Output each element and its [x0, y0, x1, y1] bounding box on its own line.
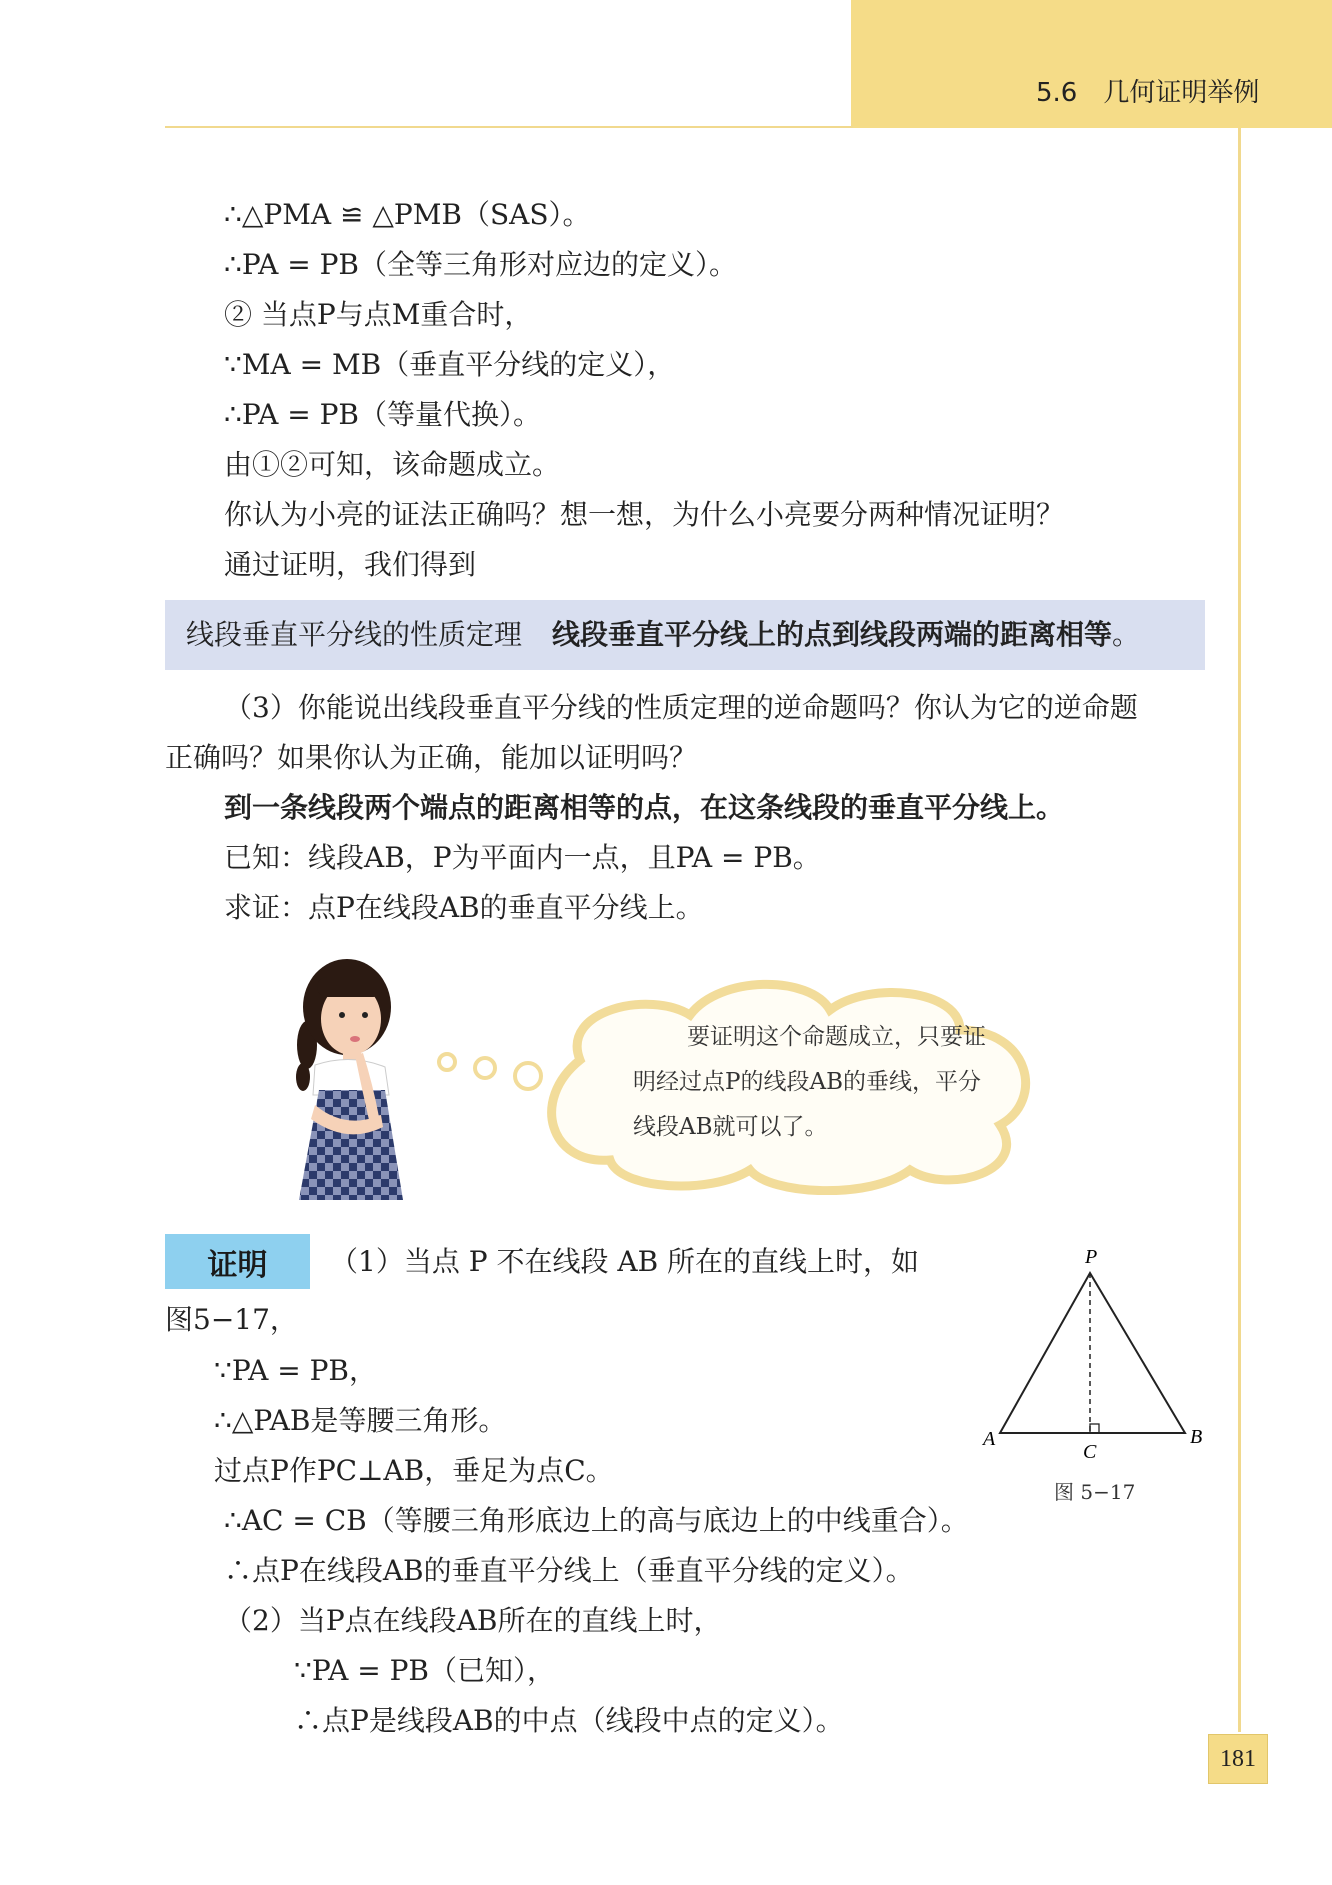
section-title: 5.6 几何证明举例 [1036, 78, 1260, 108]
proof-step: ∴点P是线段AB的中点（线段中点的定义）。 [294, 1704, 844, 1737]
figure-caption: 图 5−17 [1054, 1480, 1136, 1504]
question-line-2: 正确吗？如果你认为正确，能加以证明吗？ [165, 741, 698, 774]
text-line: 由①②可知，该命题成立。 [224, 448, 561, 481]
proof-step: ∵PA = PB（已知）， [294, 1654, 555, 1687]
proof-step: ∵PA = PB， [214, 1354, 377, 1387]
prove-line: 求证：点P在线段AB的垂直平分线上。 [224, 891, 704, 924]
text-line: 你认为小亮的证法正确吗？想一想，为什么小亮要分两种情况证明？ [224, 498, 1065, 531]
proof-step: ∴AC = CB（等腰三角形底边上的高与底边上的中线重合）。 [224, 1504, 969, 1537]
text-line: 通过证明，我们得到 [224, 548, 477, 581]
proof-step: ∴点P在线段AB的垂直平分线上（垂直平分线的定义）。 [224, 1554, 914, 1587]
text-line: ∴PA = PB（全等三角形对应边的定义）。 [224, 248, 737, 281]
label-a: A [983, 1428, 996, 1450]
girl-illustration [285, 955, 425, 1200]
question-line-1: （3）你能说出线段垂直平分线的性质定理的逆命题吗？你认为它的逆命题 [224, 691, 1138, 724]
figure-5-17 [980, 1240, 1220, 1470]
converse-statement: 到一条线段两个端点的距离相等的点，在这条线段的垂直平分线上。 [224, 791, 1065, 824]
theorem-end: 。 [1112, 618, 1141, 651]
theorem-name: 线段垂直平分线的性质定理 [186, 618, 523, 651]
theorem [186, 617, 1140, 653]
text-line: ∴PA = PB（等量代换）。 [224, 398, 541, 431]
page-number: 181 [1208, 1734, 1268, 1784]
proof-step: （2）当P点在线段AB所在的直线上时， [224, 1604, 722, 1637]
text-line: ② 当点P与点M重合时， [224, 298, 533, 331]
proof-label: 证明 [165, 1234, 310, 1289]
label-p: P [1085, 1246, 1098, 1268]
proof-line-1: （1）当点 P 不在线段 AB 所在的直线上时，如 [330, 1245, 920, 1278]
text-line: ∴△PMA ≌ △PMB（SAS）。 [224, 198, 591, 231]
proof-step: ∴△PAB是等腰三角形。 [214, 1404, 507, 1437]
bubble-line-3: 线段AB就可以了。 [633, 1114, 828, 1140]
text-line: ∵MA = MB（垂直平分线的定义）， [224, 348, 676, 381]
label-c: C [1083, 1441, 1097, 1463]
header-rule [165, 126, 853, 128]
label-b: B [1190, 1426, 1203, 1448]
margin-rule [1238, 128, 1241, 1732]
proof-step: 过点P作PC⊥AB，垂足为点C。 [214, 1454, 614, 1487]
bubble-line-2: 明经过点P的线段AB的垂线，平分 [633, 1069, 981, 1095]
proof-line-2: 图5−17， [165, 1303, 298, 1336]
theorem-statement: 线段垂直平分线上的点到线段两端的距离相等 [552, 618, 1113, 651]
bubble-line-1: 要证明这个命题成立，只要证 [687, 1024, 986, 1050]
given-line: 已知：线段AB，P为平面内一点，且PA = PB。 [224, 841, 821, 874]
